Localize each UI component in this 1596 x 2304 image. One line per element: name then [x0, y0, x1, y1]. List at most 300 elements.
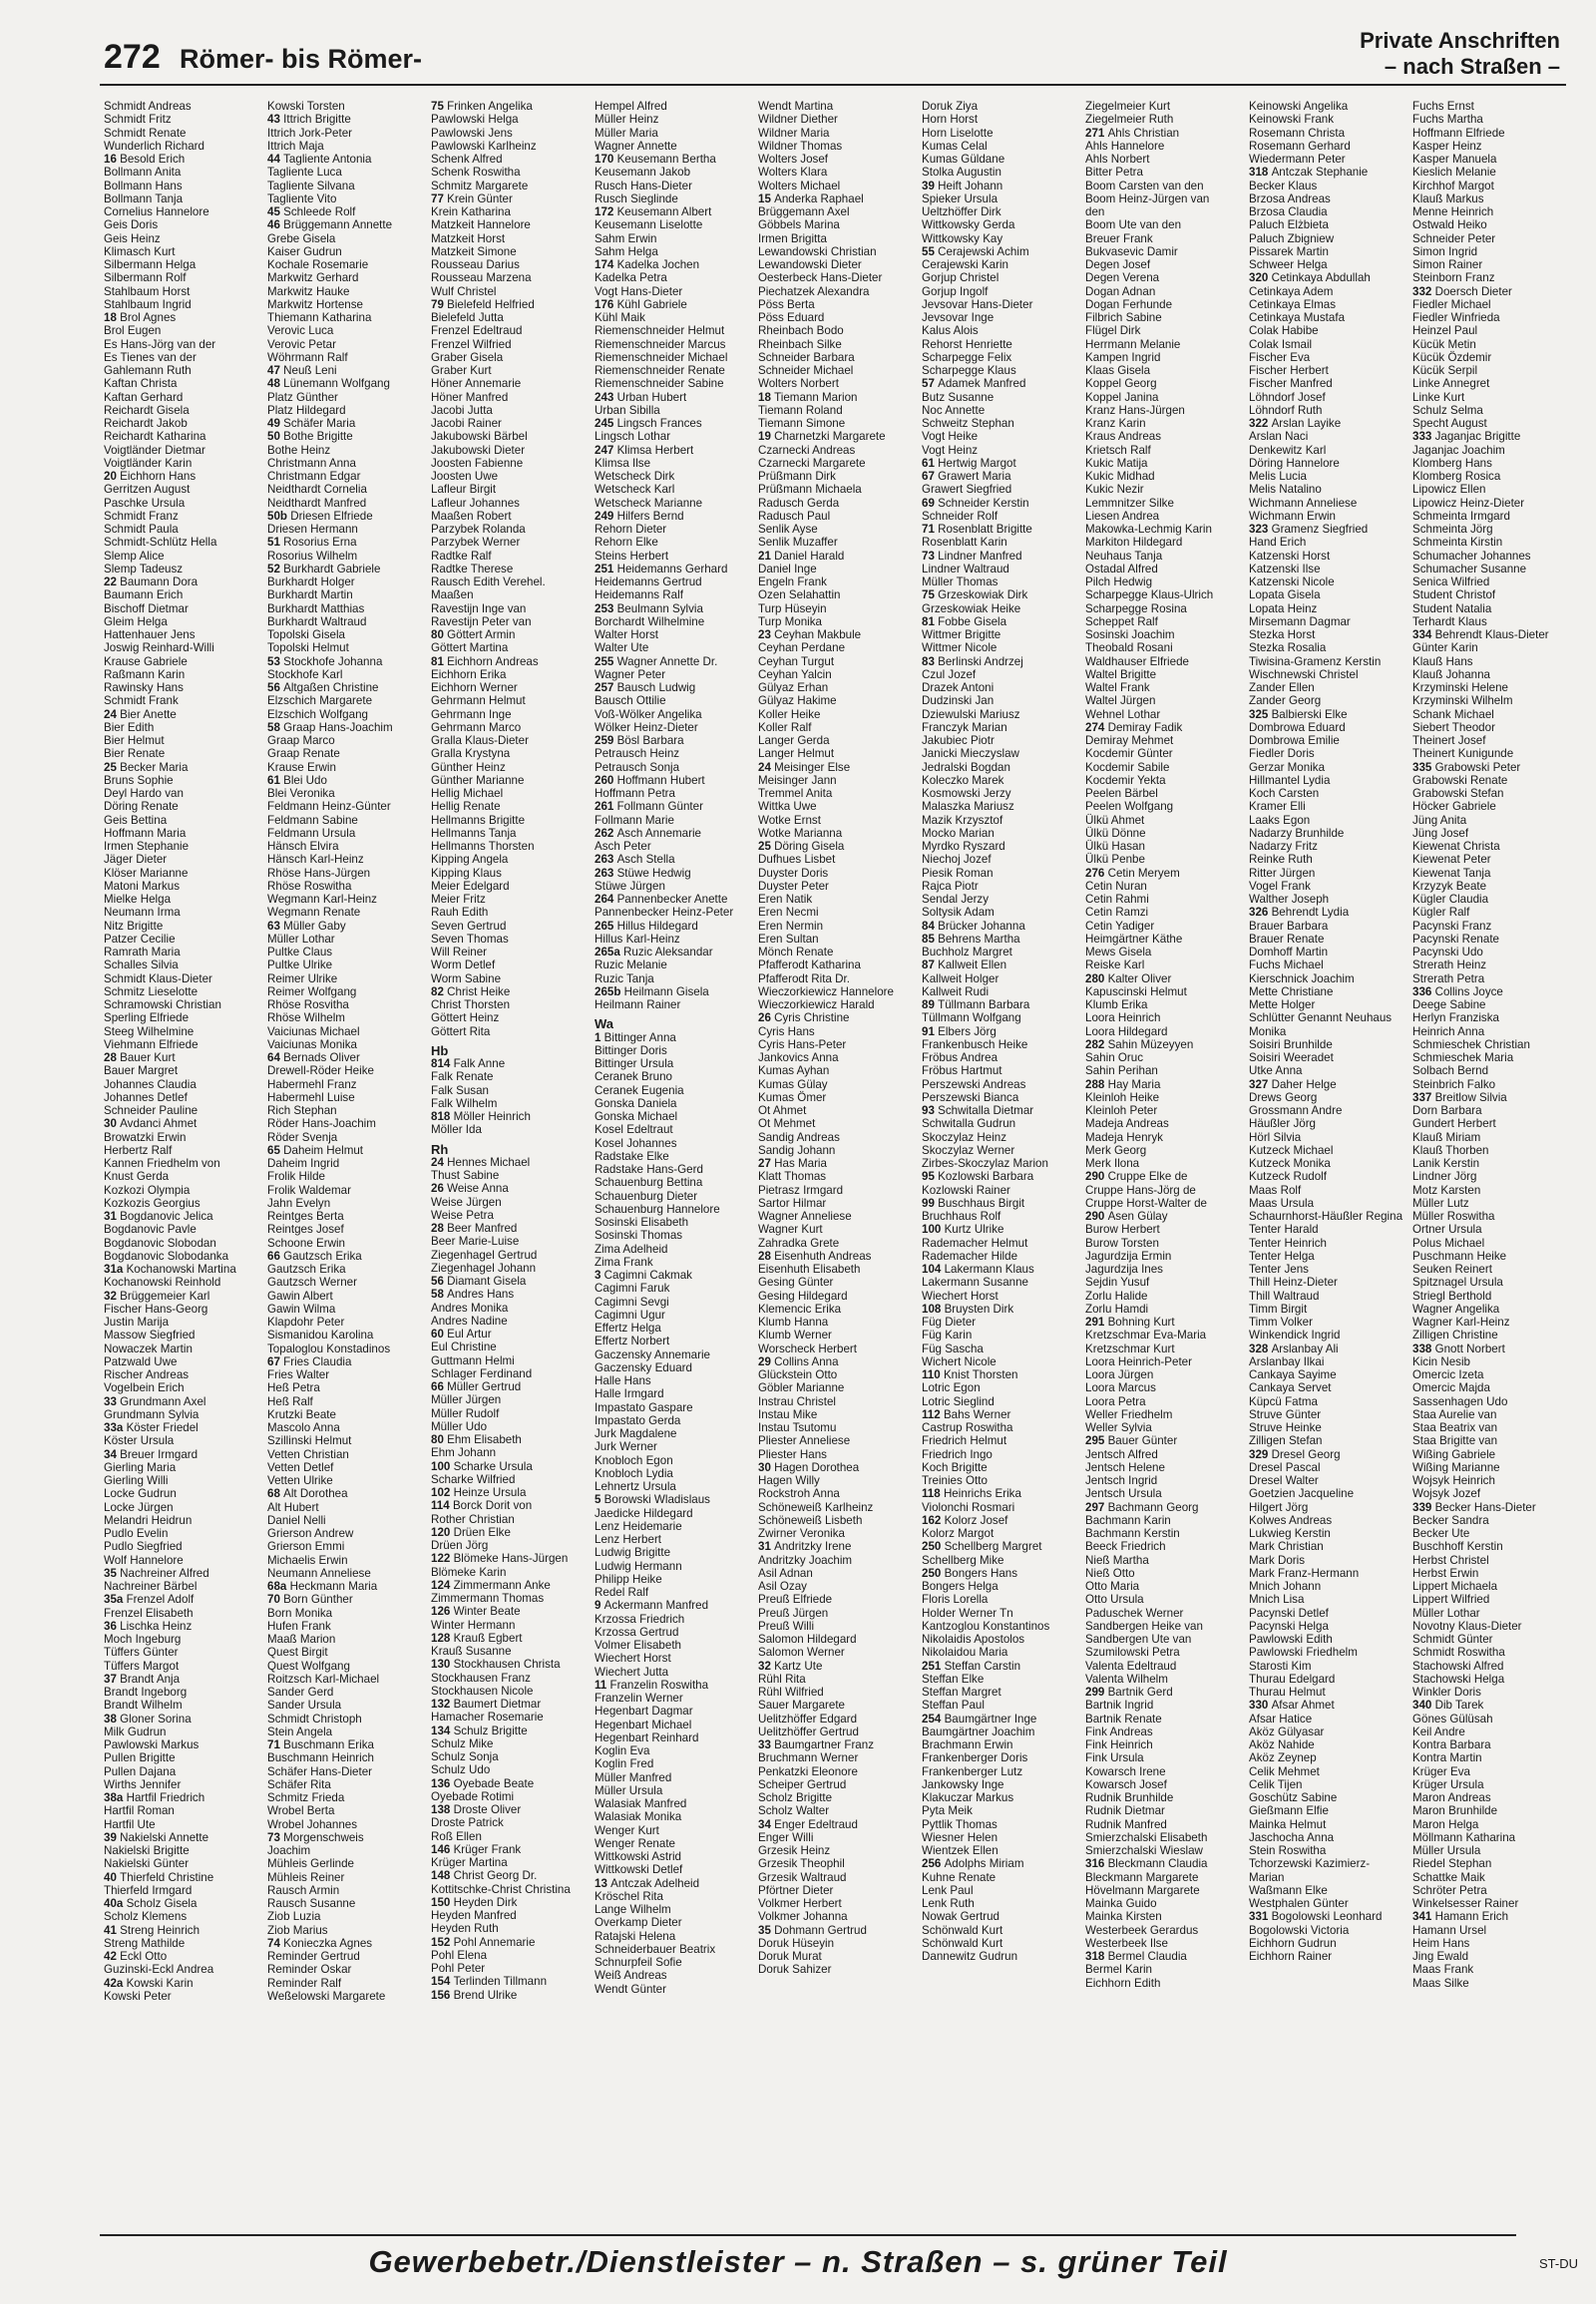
resident-name: Zilligen Stefan	[1249, 1434, 1323, 1448]
resident-name: Bruns Sophie	[104, 773, 174, 787]
resident-entry	[431, 602, 591, 615]
resident-name: Skoczylaz Werner	[922, 1143, 1015, 1157]
resident-name: Impastato Gaspare	[595, 1400, 693, 1414]
resident-name: Löhndorf Ruth	[1249, 403, 1323, 417]
resident-entry	[595, 1282, 754, 1295]
resident-name: Staa Brigitte van	[1412, 1434, 1498, 1448]
resident-name: Strerath Petra	[1412, 971, 1485, 985]
resident-name: Steffan Elke	[922, 1672, 985, 1686]
resident-name: Schneider Michael	[758, 364, 854, 377]
resident-entry	[104, 1303, 263, 1316]
resident-name: Klaas Gisela	[1085, 364, 1151, 377]
resident-entry	[1085, 681, 1245, 694]
resident-name: Kretzschmar Eva-Maria	[1085, 1329, 1207, 1343]
resident-entry	[104, 893, 263, 906]
resident-entry	[431, 100, 591, 113]
resident-entry	[595, 1084, 754, 1097]
house-number: 69	[922, 496, 939, 510]
house-number: 332	[1412, 284, 1435, 298]
resident-entry	[267, 628, 427, 641]
resident-name: Neidthardt Manfred	[267, 496, 367, 510]
resident-name: Neuß Leni	[283, 364, 337, 377]
house-number: 31a	[104, 1263, 127, 1276]
resident-entry	[431, 906, 591, 919]
resident-entry	[104, 588, 263, 601]
resident-entry	[1249, 1818, 1408, 1831]
resident-name: Meisinger Jann	[758, 773, 837, 787]
resident-entry	[595, 1679, 754, 1692]
resident-entry	[267, 1276, 427, 1289]
resident-entry	[1249, 708, 1408, 721]
resident-entry	[1085, 1804, 1245, 1817]
resident-name: Herbertz Ralf	[104, 1143, 173, 1157]
resident-entry	[922, 1791, 1081, 1804]
resident-name: Jüng Anita	[1412, 813, 1467, 827]
resident-name: Loora Jürgen	[1085, 1368, 1154, 1381]
house-number: 264	[595, 893, 617, 906]
resident-entry	[595, 628, 754, 641]
resident-entry	[267, 1487, 427, 1500]
resident-entry	[267, 1316, 427, 1329]
resident-entry	[431, 1433, 591, 1446]
house-number: 58	[267, 720, 284, 734]
resident-entry	[595, 1639, 754, 1652]
resident-entry	[431, 588, 591, 601]
resident-entry	[104, 1210, 263, 1223]
house-number: 39	[104, 1830, 121, 1844]
directory-column	[758, 100, 918, 1977]
resident-name: Reintges Josef	[267, 1223, 344, 1237]
resident-entry	[267, 1963, 427, 1976]
resident-entry	[595, 444, 754, 457]
resident-entry	[1412, 1091, 1570, 1104]
resident-entry	[267, 1157, 427, 1170]
house-number: 263	[595, 866, 617, 880]
resident-name: Jacobi Jutta	[431, 403, 493, 417]
resident-name: Heilmann Gisela	[623, 984, 709, 998]
resident-name: Schneider Peter	[1412, 231, 1496, 245]
resident-entry	[1085, 1157, 1245, 1170]
resident-name: Schmeinta Kirstin	[1412, 536, 1503, 550]
resident-entry	[431, 364, 591, 377]
resident-entry	[1249, 576, 1408, 588]
resident-entry	[595, 1705, 754, 1718]
resident-entry	[104, 338, 263, 351]
resident-name: Müller Maria	[595, 126, 658, 140]
resident-entry	[1249, 1064, 1408, 1077]
resident-entry	[104, 1501, 263, 1514]
resident-entry	[1412, 1593, 1570, 1606]
resident-name: Falk Wilhelm	[431, 1096, 498, 1110]
resident-name: Günter Karin	[1412, 641, 1478, 655]
resident-entry	[104, 1461, 263, 1474]
resident-name: Grzesik Theophil	[758, 1857, 845, 1871]
resident-name: Parzybek Rolanda	[431, 523, 526, 536]
resident-entry	[595, 1480, 754, 1493]
house-number: 28	[758, 1249, 775, 1263]
resident-entry	[1412, 1778, 1570, 1791]
resident-entry	[595, 324, 754, 337]
resident-name: Soisiri Brunhilde	[1249, 1037, 1333, 1051]
resident-entry	[104, 232, 263, 245]
resident-name: Wiechert Horst	[922, 1289, 998, 1303]
resident-entry	[267, 1554, 427, 1567]
resident-name: Voigtländer Dietmar	[104, 443, 205, 457]
resident-entry	[1249, 298, 1408, 311]
resident-name: Adolphs Miriam	[944, 1857, 1024, 1871]
house-number: 73	[267, 1830, 284, 1844]
resident-name: Pietrasz Irmgard	[758, 1183, 844, 1197]
resident-entry	[922, 1395, 1081, 1408]
resident-name: Waßmann Elke	[1249, 1883, 1328, 1897]
resident-entry	[595, 166, 754, 179]
resident-name: Heyden Manfred	[431, 1909, 517, 1922]
resident-name: Ueltzhöffer Dirk	[922, 205, 1001, 218]
resident-entry	[1085, 602, 1245, 615]
resident-name: Brol Agnes	[120, 311, 177, 324]
resident-entry	[267, 1474, 427, 1487]
resident-name: Heilmann Rainer	[595, 998, 681, 1011]
resident-name: Tenter Harald	[1249, 1223, 1319, 1237]
resident-entry	[595, 867, 754, 880]
resident-name: Wieczorkiewicz Hannelore	[758, 984, 894, 998]
house-number: 34	[104, 1447, 121, 1461]
resident-name: Moch Ingeburg	[104, 1633, 182, 1646]
resident-entry	[1085, 1461, 1245, 1474]
resident-name: Kleinloh Peter	[1085, 1104, 1158, 1117]
resident-entry	[431, 800, 591, 813]
resident-entry	[1412, 1765, 1570, 1778]
resident-entry	[1085, 1434, 1245, 1447]
resident-entry	[758, 298, 918, 311]
resident-name: Laaks Egon	[1249, 813, 1311, 827]
resident-name: Ziegenhagel Johann	[431, 1261, 537, 1275]
house-number: 320	[1249, 271, 1272, 285]
resident-entry	[104, 1290, 263, 1303]
resident-entry	[1249, 311, 1408, 324]
resident-name: Overkamp Dieter	[595, 1916, 682, 1930]
resident-name: Heß Petra	[267, 1381, 320, 1395]
resident-entry	[267, 1329, 427, 1342]
resident-name: Krüger Eva	[1412, 1764, 1470, 1778]
resident-entry	[758, 1237, 918, 1250]
house-number: 30	[104, 1117, 121, 1131]
resident-entry	[267, 694, 427, 707]
resident-entry	[922, 1421, 1081, 1434]
resident-entry	[267, 1884, 427, 1897]
resident-entry	[1085, 153, 1245, 166]
house-number: 339	[1412, 1500, 1435, 1514]
resident-name: Specht August	[1412, 417, 1487, 430]
house-number: 42	[104, 1950, 121, 1963]
resident-entry	[1085, 1884, 1245, 1897]
resident-name: Köster Friedel	[126, 1421, 199, 1434]
resident-name: Schmeinta Irmgard	[1412, 509, 1510, 523]
resident-name: Malaszka Mariusz	[922, 800, 1014, 814]
resident-name: Andres Nadine	[431, 1314, 508, 1328]
resident-name: Cerajewski Karin	[922, 258, 1008, 271]
resident-entry	[922, 497, 1081, 510]
resident-name: Kramer Elli	[1249, 800, 1306, 814]
resident-entry	[595, 153, 754, 166]
house-number: 85	[922, 932, 939, 946]
resident-name: Sartor Hilmar	[758, 1196, 827, 1210]
house-number: 162	[922, 1513, 945, 1527]
resident-name: Eren Nermin	[758, 919, 824, 933]
resident-name: Stachowski Alfred	[1412, 1659, 1504, 1673]
house-number: 35	[104, 1566, 121, 1580]
house-number: 291	[1085, 1316, 1108, 1329]
resident-name: Balbierski Elke	[1271, 707, 1348, 721]
resident-name: Tagliente Vito	[267, 192, 337, 205]
resident-name: Bitter Petra	[1085, 166, 1143, 180]
resident-name: Senlik Ayse	[758, 523, 818, 536]
resident-entry	[595, 1440, 754, 1453]
resident-name: Asch Annemarie	[616, 826, 702, 840]
resident-entry	[758, 867, 918, 880]
resident-name: Eichhorn Edith	[1085, 1976, 1161, 1990]
resident-name: Scholz Walter	[758, 1804, 830, 1818]
resident-entry	[1249, 258, 1408, 271]
resident-name: Pyta Meik	[922, 1804, 973, 1818]
resident-name: Jagurdzija Ines	[1085, 1263, 1163, 1276]
resident-name: Kapuscinski Helmut	[1085, 984, 1187, 998]
resident-entry	[104, 483, 263, 496]
resident-entry	[104, 1038, 263, 1051]
resident-name: Kurtz Ulrike	[944, 1223, 1004, 1237]
resident-entry	[922, 641, 1081, 654]
resident-entry	[104, 1250, 263, 1263]
resident-entry	[1412, 641, 1570, 654]
resident-name: Daher Helge	[1271, 1077, 1337, 1091]
resident-entry	[1412, 1276, 1570, 1289]
resident-entry	[595, 814, 754, 827]
resident-name: Gießmann Elfie	[1249, 1804, 1329, 1818]
resident-entry	[1085, 1501, 1245, 1514]
resident-entry	[595, 1599, 754, 1612]
resident-entry	[267, 1064, 427, 1077]
resident-entry	[595, 576, 754, 588]
resident-name: Kaftan Gerhard	[104, 390, 184, 404]
resident-entry	[431, 1222, 591, 1235]
resident-name: Winter Hermann	[431, 1618, 516, 1632]
resident-name: Christ Heike	[447, 984, 511, 998]
resident-name: Radusch Paul	[758, 509, 831, 523]
resident-name: Utke Anna	[1249, 1064, 1303, 1078]
resident-name: Vaiciunas Monika	[267, 1037, 358, 1051]
resident-name: Gesing Günter	[758, 1276, 834, 1290]
resident-name: Lotric Egon	[922, 1381, 981, 1395]
resident-entry	[104, 1844, 263, 1857]
resident-entry	[1412, 271, 1570, 284]
resident-name: Kukic Midhad	[1085, 470, 1155, 483]
resident-entry	[758, 218, 918, 231]
resident-name: Verovic Petar	[267, 337, 336, 351]
resident-name: Winkendick Ingrid	[1249, 1329, 1341, 1343]
resident-name: Jagurdzija Ermin	[1085, 1249, 1172, 1263]
resident-name: Kumas Güldane	[922, 153, 1005, 166]
resident-name: Schneider Barbara	[758, 350, 855, 364]
resident-entry	[1085, 708, 1245, 721]
resident-entry	[1249, 444, 1408, 457]
resident-entry	[758, 840, 918, 853]
resident-entry	[1412, 1170, 1570, 1183]
resident-name: Rawinsky Hans	[104, 681, 184, 694]
resident-entry	[1412, 840, 1570, 853]
house-number: 5	[595, 1493, 604, 1507]
resident-name: Streng Heinrich	[120, 1923, 200, 1937]
resident-entry	[1249, 550, 1408, 563]
resident-name: Möller Ida	[431, 1123, 482, 1137]
resident-name: Zwirner Veronika	[758, 1527, 845, 1540]
resident-entry	[1249, 761, 1408, 774]
resident-entry	[104, 351, 263, 364]
resident-name: Lange Wilhelm	[595, 1903, 671, 1916]
resident-name: Jentsch Ursula	[1085, 1487, 1162, 1501]
resident-name: Bukvasevic Damir	[1085, 244, 1178, 258]
resident-entry	[1412, 1223, 1570, 1236]
resident-name: Frinken Angelika	[447, 100, 533, 113]
resident-name: Spieker Ursula	[922, 192, 998, 205]
resident-name: Maas Rolf	[1249, 1183, 1302, 1197]
resident-name: Maron Brunhilde	[1412, 1804, 1498, 1818]
resident-name: Jaedicke Hildegard	[595, 1506, 693, 1520]
house-number: 251	[922, 1659, 945, 1673]
resident-name: Schmitz Frieda	[267, 1791, 345, 1804]
resident-entry	[267, 1791, 427, 1804]
resident-name: Alt Hubert	[267, 1500, 319, 1514]
resident-entry	[1085, 430, 1245, 443]
resident-entry	[1412, 497, 1570, 510]
resident-name: Ittrich Maja	[267, 139, 324, 153]
house-number: 33a	[104, 1421, 127, 1434]
resident-entry	[595, 1916, 754, 1929]
resident-entry	[922, 1487, 1081, 1500]
resident-name: Frankenberger Doris	[922, 1751, 1028, 1765]
resident-name: Kottitschke-Christ Christina	[431, 1882, 571, 1896]
resident-name: Instau Tsutomu	[758, 1421, 837, 1434]
resident-entry	[595, 1031, 754, 1044]
resident-entry	[431, 1790, 591, 1803]
resident-name: Breitlow Silvia	[1434, 1090, 1507, 1104]
resident-name: Gleim Helga	[104, 614, 168, 628]
resident-name: Lenz Heidemarie	[595, 1519, 682, 1533]
resident-name: Herlyn Franziska	[1412, 1011, 1499, 1025]
resident-entry	[1249, 338, 1408, 351]
resident-entry	[1249, 470, 1408, 483]
resident-entry	[1249, 417, 1408, 430]
house-number: 13	[595, 1876, 611, 1890]
resident-name: Heckmann Maria	[289, 1580, 378, 1593]
resident-name: Jing Ewald	[1412, 1950, 1469, 1963]
resident-entry	[1249, 1210, 1408, 1223]
resident-name: Kosmowski Jerzy	[922, 787, 1011, 800]
house-number: 297	[1085, 1500, 1108, 1514]
resident-entry	[267, 1977, 427, 1990]
resident-entry	[758, 391, 918, 404]
resident-name: Thiemann Katharina	[267, 311, 372, 324]
resident-name: Joosten Uwe	[431, 470, 499, 483]
house-number: 51	[267, 536, 284, 550]
resident-name: Koch Carsten	[1249, 787, 1320, 800]
resident-name: Sander Gerd	[267, 1686, 334, 1699]
resident-entry	[1085, 694, 1245, 707]
house-number: 328	[1249, 1342, 1272, 1355]
resident-name: Linke Kurt	[1412, 390, 1465, 404]
resident-name: Kolorz Josef	[944, 1513, 1008, 1527]
resident-entry	[758, 1778, 918, 1791]
resident-entry	[1085, 1871, 1245, 1884]
resident-entry	[104, 641, 263, 654]
resident-name: Eul Artur	[447, 1328, 492, 1341]
house-number: 70	[267, 1593, 284, 1607]
resident-entry	[758, 1250, 918, 1263]
resident-name: Follmann Günter	[616, 800, 703, 814]
resident-entry	[104, 1924, 263, 1937]
resident-entry	[1412, 1051, 1570, 1064]
resident-entry	[758, 1263, 918, 1276]
resident-name: Krzyminski Wilhelm	[1412, 694, 1513, 708]
resident-name: Cankaya Servet	[1249, 1381, 1332, 1395]
resident-name: Jentsch Helene	[1085, 1460, 1165, 1474]
resident-entry	[104, 1567, 263, 1580]
resident-name: Striegl Berthold	[1412, 1289, 1492, 1303]
resident-entry	[595, 946, 754, 959]
resident-entry	[758, 985, 918, 998]
resident-name: Graap Hans-Joachim	[283, 720, 393, 734]
house-number: 33	[104, 1394, 121, 1408]
resident-entry	[1085, 1237, 1245, 1250]
resident-name: Wildner Maria	[758, 126, 830, 140]
resident-name: Bruchhaus Rolf	[922, 1210, 1001, 1223]
resident-name: Colak Ismail	[1249, 337, 1313, 351]
resident-name: Sahin Müzeyyen	[1107, 1037, 1194, 1051]
house-number: 74	[267, 1936, 284, 1950]
resident-name: Lopata Heinz	[1249, 601, 1318, 615]
resident-name: Engeln Frank	[758, 576, 827, 588]
resident-entry	[431, 1123, 591, 1136]
resident-name: Waltel Jürgen	[1085, 694, 1156, 708]
resident-name: Kadelka Petra	[595, 271, 667, 285]
resident-entry	[431, 430, 591, 443]
resident-entry	[267, 113, 427, 126]
resident-name: Jurk Magdalene	[595, 1427, 677, 1440]
resident-name: Bartnik Renate	[1085, 1712, 1162, 1726]
resident-entry	[431, 166, 591, 179]
resident-entry	[922, 1567, 1081, 1580]
resident-name: Gramenz Siegfried	[1271, 523, 1369, 536]
resident-entry	[922, 1474, 1081, 1487]
resident-name: Asil Adnan	[758, 1566, 813, 1580]
resident-entry	[758, 1421, 918, 1434]
resident-name: Gralla Klaus-Dieter	[431, 734, 529, 747]
resident-entry	[1085, 1593, 1245, 1606]
resident-name: Struve Heinke	[1249, 1421, 1322, 1434]
house-number: 134	[431, 1724, 454, 1737]
resident-name: Ruzic Aleksandar	[623, 946, 713, 959]
resident-name: Kalter Oliver	[1107, 971, 1172, 985]
resident-entry	[758, 972, 918, 985]
resident-name: Redel Ralf	[595, 1586, 649, 1599]
resident-entry	[1085, 205, 1245, 218]
resident-name: Smierzchalski Elisabeth	[1085, 1830, 1208, 1844]
resident-name: Blei Veronika	[267, 787, 335, 800]
resident-entry	[1085, 1250, 1245, 1263]
resident-entry	[1085, 523, 1245, 536]
resident-entry	[595, 1507, 754, 1520]
resident-entry	[758, 1157, 918, 1170]
resident-name: Heyden Dirk	[453, 1895, 518, 1909]
